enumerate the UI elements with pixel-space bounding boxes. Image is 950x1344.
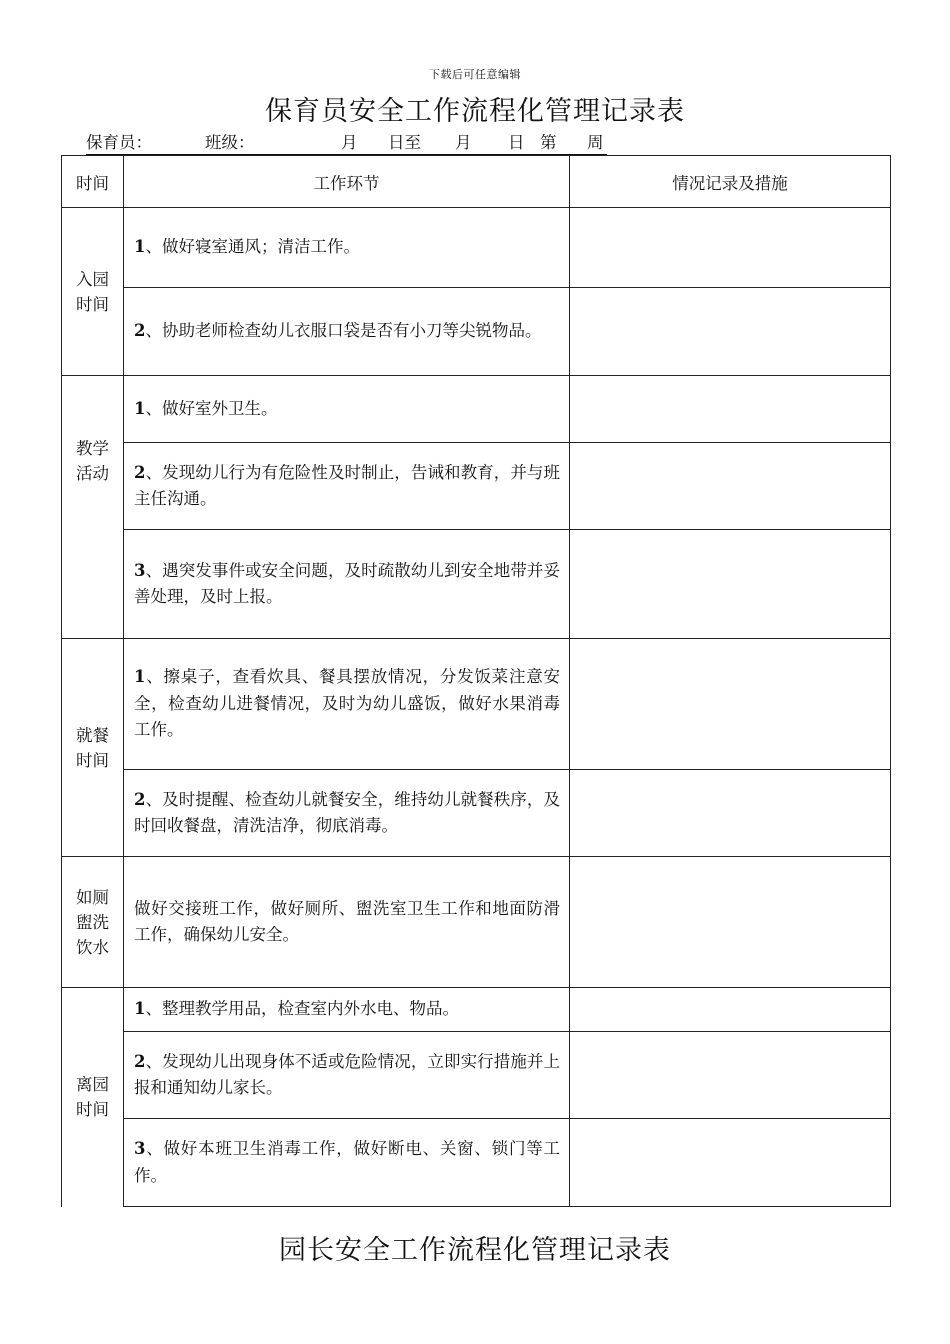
form-header-line [86,132,607,155]
task-number: 1 [134,237,146,256]
period-label: 如厕 [76,887,109,907]
next-section-title: 园长安全工作流程化管理记录表 [279,1235,671,1266]
task-text: 、发现幼儿出现身体不适或危险情况，立即实行措施并上报和通知幼儿家长。 [134,1051,560,1097]
class-label: 班级： [205,133,255,152]
task-number: 2 [134,789,146,809]
period-arrival [62,208,124,376]
period-label: 盥洗 [76,912,109,932]
table-row [62,530,891,639]
record-cell[interactable] [570,443,891,530]
task-number: 2 [134,321,146,341]
task-text: 、遇突发事件或安全问题，及时疏散幼儿到安全地带并妥善处理，及时上报。 [134,560,560,606]
start-month-label: 月 [341,133,358,152]
task-number: 1 [134,398,146,418]
task-text: 、做好室外卫生。 [145,398,278,418]
record-cell[interactable] [570,857,891,988]
table-row [62,770,891,857]
task-cell [124,530,570,639]
table-row [62,857,891,988]
safety-record-table [61,155,891,1207]
task-cell [124,208,570,288]
start-day-to-label: 日至 [388,133,421,152]
week-suffix-label: 周 [587,133,604,152]
table-header-row [62,156,891,208]
task-text: 做好交接班工作，做好厕所、盥洗室卫生工作和地面防滑工作，确保幼儿安全。 [134,898,560,944]
record-cell[interactable] [570,1119,891,1207]
period-label: 教学 [76,439,109,458]
task-text: 、擦桌子，查看炊具、餐具摆放情况，分发饭菜注意安全，检查幼儿进餐情况，及时为幼儿盛饭，做好水果消毒工作。 [134,667,560,740]
period-label: 时间 [76,750,109,770]
task-number: 2 [134,462,146,482]
task-cell [124,1119,570,1207]
period-departure [62,988,124,1207]
record-cell[interactable] [570,530,891,639]
column-header-time: 时间 [62,156,124,208]
task-text: 、做好寝室通风；清洁工作。 [145,237,360,256]
task-number: 1 [134,667,146,687]
table-row [62,443,891,530]
period-label: 离园 [76,1075,109,1095]
task-text: 、协助老师检查幼儿衣服口袋是否有小刀等尖锐物品。 [145,321,542,341]
end-month-label: 月 [455,133,472,152]
period-teaching [62,376,124,639]
caregiver-label: 保育员： [86,133,152,152]
download-note: 下载后可任意编辑 [429,68,521,81]
period-washroom [62,857,124,988]
task-number: 2 [134,1051,146,1071]
week-prefix-label: 第 [540,133,557,152]
record-cell[interactable] [570,1032,891,1119]
period-label: 时间 [76,294,109,314]
period-label: 入园 [76,269,109,289]
period-label: 时间 [76,1100,109,1120]
period-meal [62,639,124,857]
record-cell[interactable] [570,208,891,288]
task-cell [124,288,570,376]
column-header-record: 情况记录及措施 [570,156,891,208]
task-number: 3 [134,560,146,580]
table-row [62,208,891,288]
table-row [62,1119,891,1207]
period-label: 就餐 [76,725,109,745]
record-cell[interactable] [570,770,891,857]
table-row [62,988,891,1032]
record-cell[interactable] [570,988,891,1032]
task-text: 、发现幼儿行为有危险性及时制止，告诫和教育，并与班主任沟通。 [134,462,560,508]
task-text: 、整理教学用品，检查室内外水电、物品。 [145,999,459,1019]
table-row [62,639,891,770]
task-cell [124,443,570,530]
end-day-label: 日 [508,133,525,152]
task-cell [124,988,570,1032]
task-text: 、做好本班卫生消毒工作，做好断电、关窗、锁门等工作。 [134,1139,560,1185]
table-row [62,288,891,376]
task-cell [124,770,570,857]
task-cell [124,857,570,988]
period-label: 活动 [76,464,109,483]
record-cell[interactable] [570,639,891,770]
task-number: 3 [134,1139,146,1158]
table-row [62,376,891,443]
task-cell [124,639,570,770]
column-header-work-step: 工作环节 [124,156,570,208]
task-cell [124,376,570,443]
task-number: 1 [134,999,146,1019]
record-cell[interactable] [570,288,891,376]
table-row [62,1032,891,1119]
record-cell[interactable] [570,376,891,443]
task-cell [124,1032,570,1119]
task-text: 、及时提醒、检查幼儿就餐安全，维持幼儿就餐秩序，及时回收餐盘，清洗洁净，彻底消毒。 [134,789,560,835]
period-label: 饮水 [76,937,109,957]
page-title: 保育员安全工作流程化管理记录表 [265,96,685,127]
